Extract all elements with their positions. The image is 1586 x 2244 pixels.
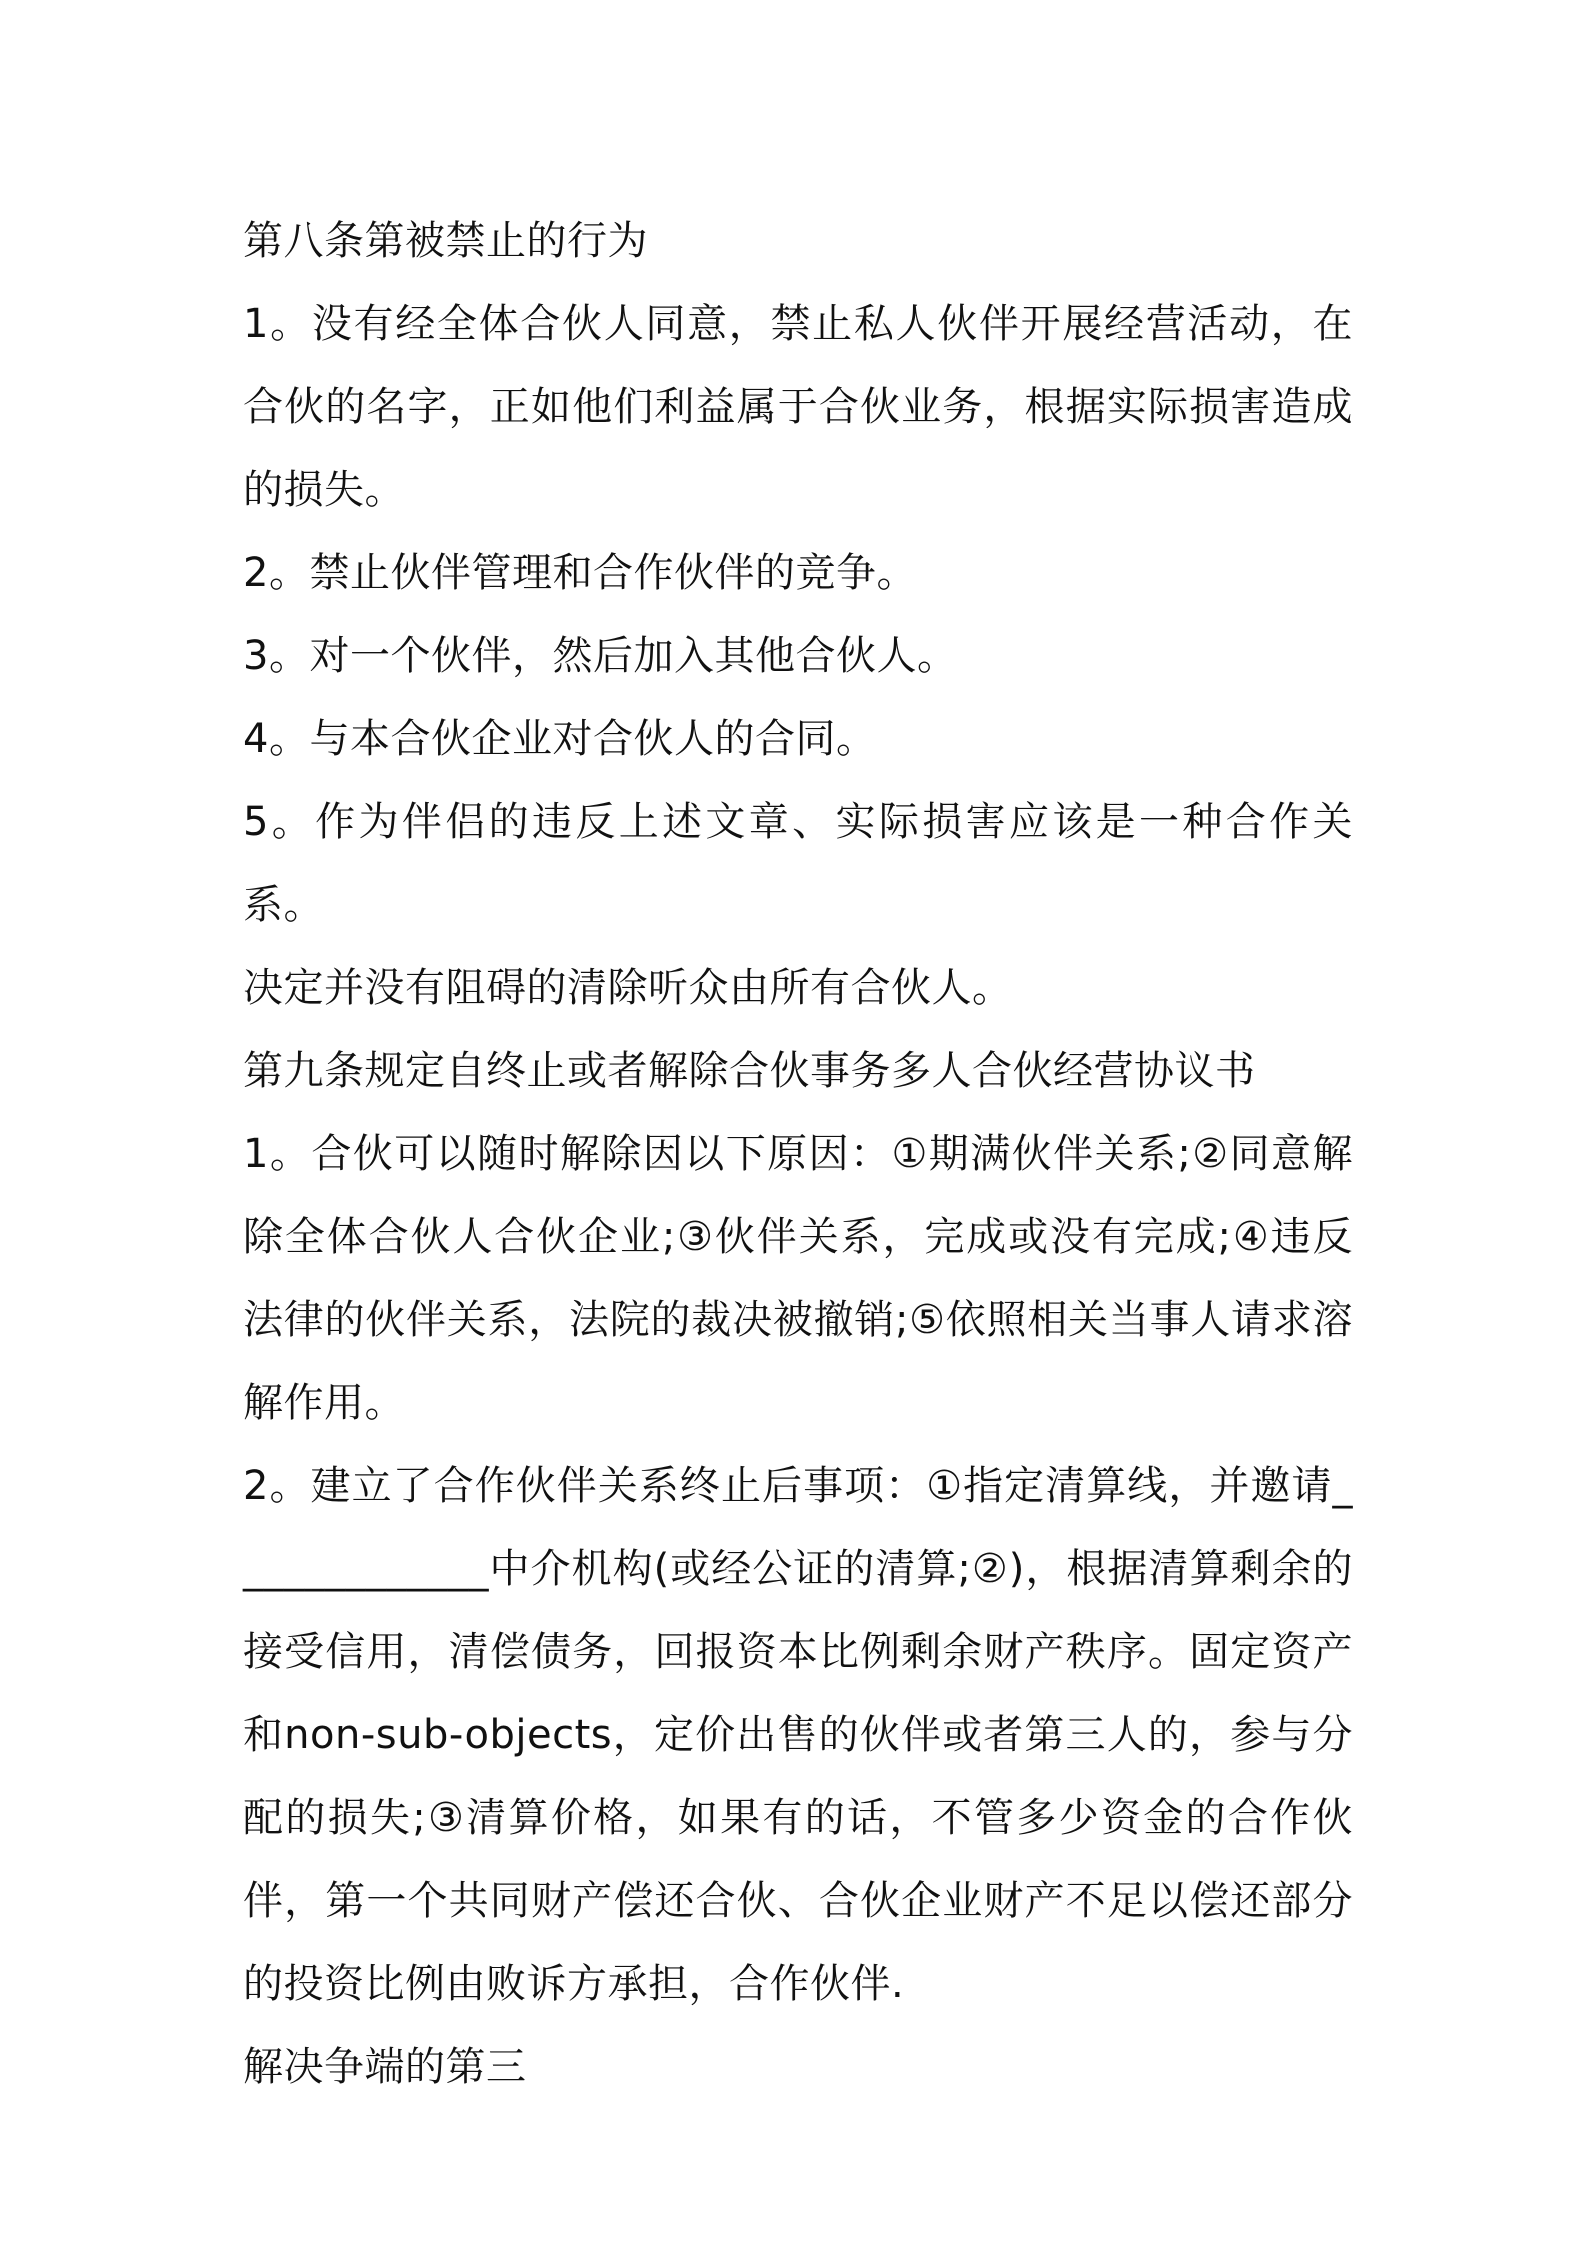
paragraph-item-2: 2。禁止伙伴管理和合作伙伴的竞争。 xyxy=(243,550,917,596)
paragraph-dissolution-1: 1。合伙可以随时解除因以下原因：①期满伙伴关系;②同意解除全体合伙人合伙企业;③伙伴关系，完成或没有完成;④违反法律的伙伴关系，法院的裁决被撤销;⑤依照相关当事人请求溶解作用。 xyxy=(243,1131,1353,1426)
paragraph-dissolution-2: 2。建立了合作伙伴关系终止后事项：①指定清算线，并邀请_____________中介机构(或经公证的清算;②)，根据清算剩余的接受信用，清偿债务，回报资本比例剩余财产秩序。固定资产和non-sub-objects，定价出售的伙伴或者第三人的，参与分配的损失;③清算价格，如果有的话，不管多少资金的合作伙伴，第一个共同财产偿还合伙、合伙企业财产不足以偿还部分的投资比例由败诉方承担，合作伙伴. xyxy=(243,1463,1353,2007)
heading-article-9: 第九条规定自终止或者解除合伙事务多人合伙经营协议书 xyxy=(243,1048,1256,1094)
heading-article-8: 第八条第被禁止的行为 xyxy=(243,218,648,264)
paragraph-item-4: 4。与本合伙企业对合伙人的合同。 xyxy=(243,716,877,762)
paragraph-item-5: 5。作为伴侣的违反上述文章、实际损害应该是一种合作关系。 xyxy=(243,799,1353,928)
heading-dispute-resolution: 解决争端的第三 xyxy=(243,2044,527,2090)
document-body xyxy=(243,200,1353,2109)
paragraph-item-3: 3。对一个伙伴，然后加入其他合伙人。 xyxy=(243,633,958,679)
paragraph-item-1: 1。没有经全体合伙人同意，禁止私人伙伴开展经营活动，在合伙的名字，正如他们利益属于合伙业务，根据实际损害造成的损失。 xyxy=(243,301,1353,513)
paragraph-decision: 决定并没有阻碍的清除听众由所有合伙人。 xyxy=(243,965,1013,1011)
